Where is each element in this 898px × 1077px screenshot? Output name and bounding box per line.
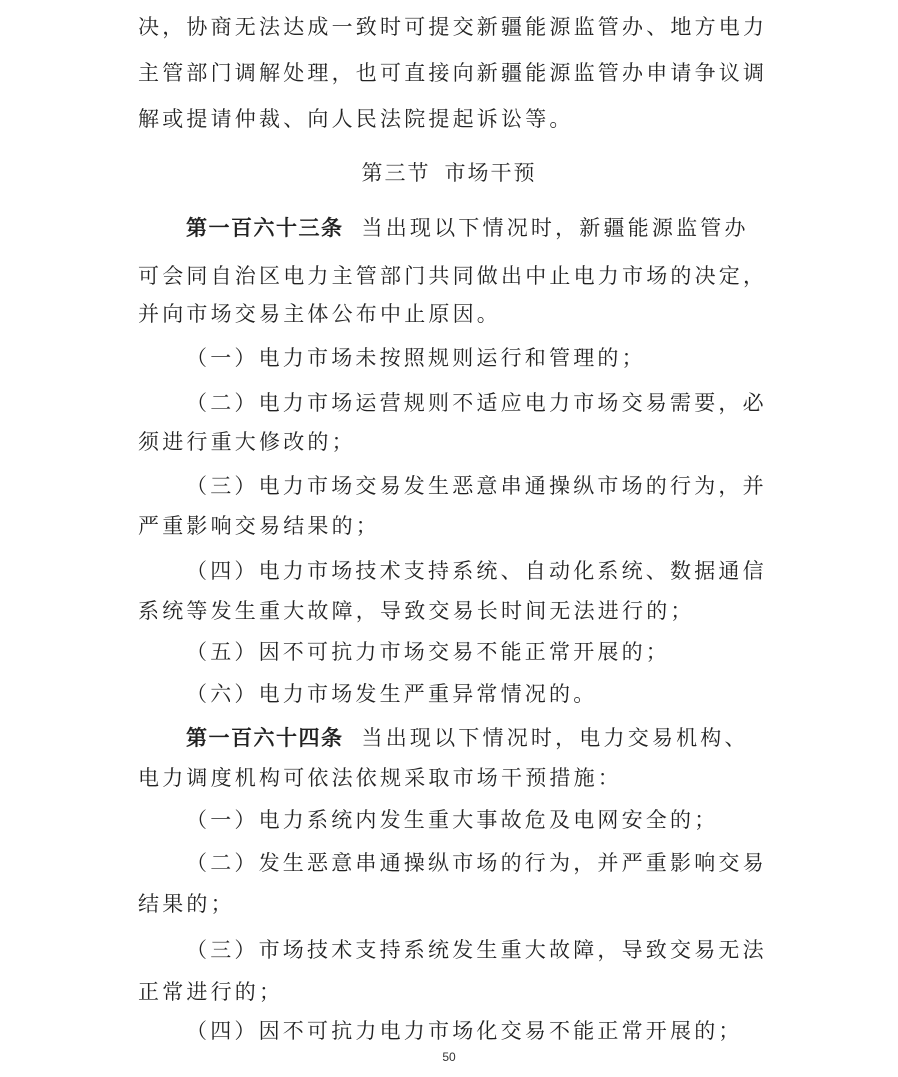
paragraph-line: 电力调度机构可依法依规采取市场干预措施： xyxy=(138,766,622,790)
list-item-continuation: 正常进行的； xyxy=(138,980,284,1004)
list-item: （二）发生恶意串通操纵市场的行为，并严重影响交易 xyxy=(186,851,767,875)
paragraph-line: 并向市场交易主体公布中止原因。 xyxy=(138,302,501,326)
article-164-first-line xyxy=(186,724,749,752)
list-item: （三）电力市场交易发生恶意串通操纵市场的行为，并 xyxy=(186,474,767,498)
section-title: 市场干预 xyxy=(444,161,537,185)
paragraph-line: 可会同自治区电力主管部门共同做出中止电力市场的决定， xyxy=(138,264,768,288)
list-item: （一）电力系统内发生重大事故危及电网安全的； xyxy=(186,808,719,832)
list-item-continuation: 须进行重大修改的； xyxy=(138,430,356,454)
list-item-continuation: 结果的； xyxy=(138,892,235,916)
article-label: 第一百六十四条 xyxy=(186,726,344,750)
page-number: 50 xyxy=(442,1050,456,1064)
list-item: （四）电力市场技术支持系统、自动化系统、数据通信 xyxy=(186,559,767,583)
list-item: （三）市场技术支持系统发生重大故障，导致交易无法 xyxy=(186,938,767,962)
paragraph-line: 主管部门调解处理，也可直接向新疆能源监管办申请争议调 xyxy=(138,61,768,85)
list-item-continuation: 系统等发生重大故障，导致交易长时间无法进行的； xyxy=(138,599,695,623)
article-label: 第一百六十三条 xyxy=(186,216,344,240)
section-number: 第三节 xyxy=(361,161,431,185)
paragraph-line: 决，协商无法达成一致时可提交新疆能源监管办、地方电力 xyxy=(138,15,768,39)
list-item-continuation: 严重影响交易结果的； xyxy=(138,514,380,538)
paragraph-line: 解或提请仲裁、向人民法院提起诉讼等。 xyxy=(138,107,574,131)
list-item: （六）电力市场发生严重异常情况的。 xyxy=(186,682,598,706)
list-item: （二）电力市场运营规则不适应电力市场交易需要，必 xyxy=(186,391,767,415)
list-item: （一）电力市场未按照规则运行和管理的； xyxy=(186,346,646,370)
list-item: （五）因不可抗力市场交易不能正常开展的； xyxy=(186,640,670,664)
article-163-first-line xyxy=(186,214,749,242)
article-intro: 当出现以下情况时，新疆能源监管办 xyxy=(361,216,749,240)
section-heading xyxy=(0,159,898,187)
list-item: （四）因不可抗力电力市场化交易不能正常开展的； xyxy=(186,1019,743,1043)
article-intro: 当出现以下情况时，电力交易机构、 xyxy=(361,726,749,750)
